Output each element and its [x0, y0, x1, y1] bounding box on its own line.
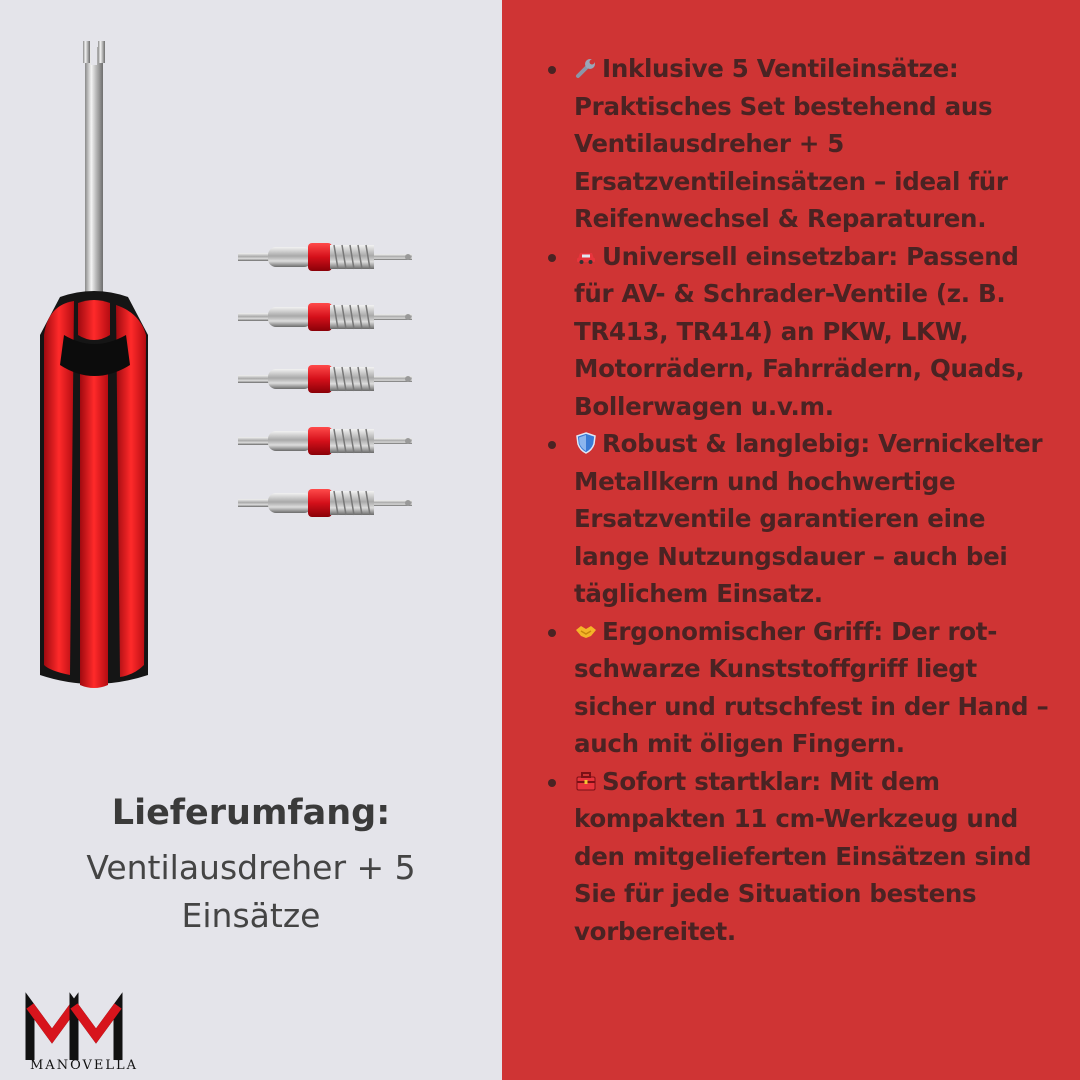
handshake-icon [574, 619, 598, 643]
valve-cores [238, 243, 412, 517]
feature-list [548, 50, 1053, 950]
feature-text: Ergonomischer Griff: Der rot-schwarze Kunststoffgriff liegt sicher und rutschfest in der Hand – auch mit öligen Fingern. [574, 616, 1049, 758]
feature-text: Universell einsetzbar: Passend für AV- & Schrader-Ventile (z. B. TR413, TR414) an PKW, LKW, Motorrädern, Fahrrädern, Quads, Bollerwagen u.v.m. [574, 241, 1025, 421]
valve-core [238, 365, 412, 393]
delivery-heading: Lieferumfang: [111, 793, 391, 833]
bullet [548, 779, 556, 787]
toolbox-icon [574, 769, 598, 793]
valve-core [238, 243, 412, 271]
left-panel [0, 0, 502, 1080]
list-item [548, 763, 1053, 951]
screwdriver [40, 41, 148, 688]
bullet [548, 66, 556, 74]
wrench-icon [574, 56, 598, 80]
list-item [548, 425, 1053, 613]
bullet [548, 629, 556, 637]
brand-name: MANOVELLA [30, 1058, 139, 1073]
bullet [548, 441, 556, 449]
product-image [30, 35, 450, 705]
feature-text: Inklusive 5 Ventileinsätze: Praktisches Set bestehend aus Ventilausdreher + 5 Ersatzventileinsätzen – ideal für Reifenwechsel & Reparaturen. [574, 54, 1008, 233]
valve-core [238, 427, 412, 455]
car-icon [574, 244, 598, 268]
bullet [548, 254, 556, 262]
delivery-text: Ventilausdreher + 5 Einsätze [86, 848, 416, 935]
valve-core [238, 303, 412, 331]
feature-text: Robust & langlebig: Vernickelter Metallkern und hochwertige Ersatzventile garantieren eine lange Nutzungsdauer – auch bei täglichem Einsatz. [574, 429, 1043, 608]
delivery-info [0, 786, 502, 940]
shield-icon [574, 431, 598, 455]
list-item [548, 50, 1053, 238]
valve-core [238, 489, 412, 517]
list-item [548, 238, 1053, 426]
feature-text: Sofort startklar: Mit dem kompakten 11 cm-Werkzeug und den mitgelieferten Einsätzen sind Sie für jede Situation bestens vorbereitet. [574, 766, 1032, 946]
list-item [548, 613, 1053, 763]
